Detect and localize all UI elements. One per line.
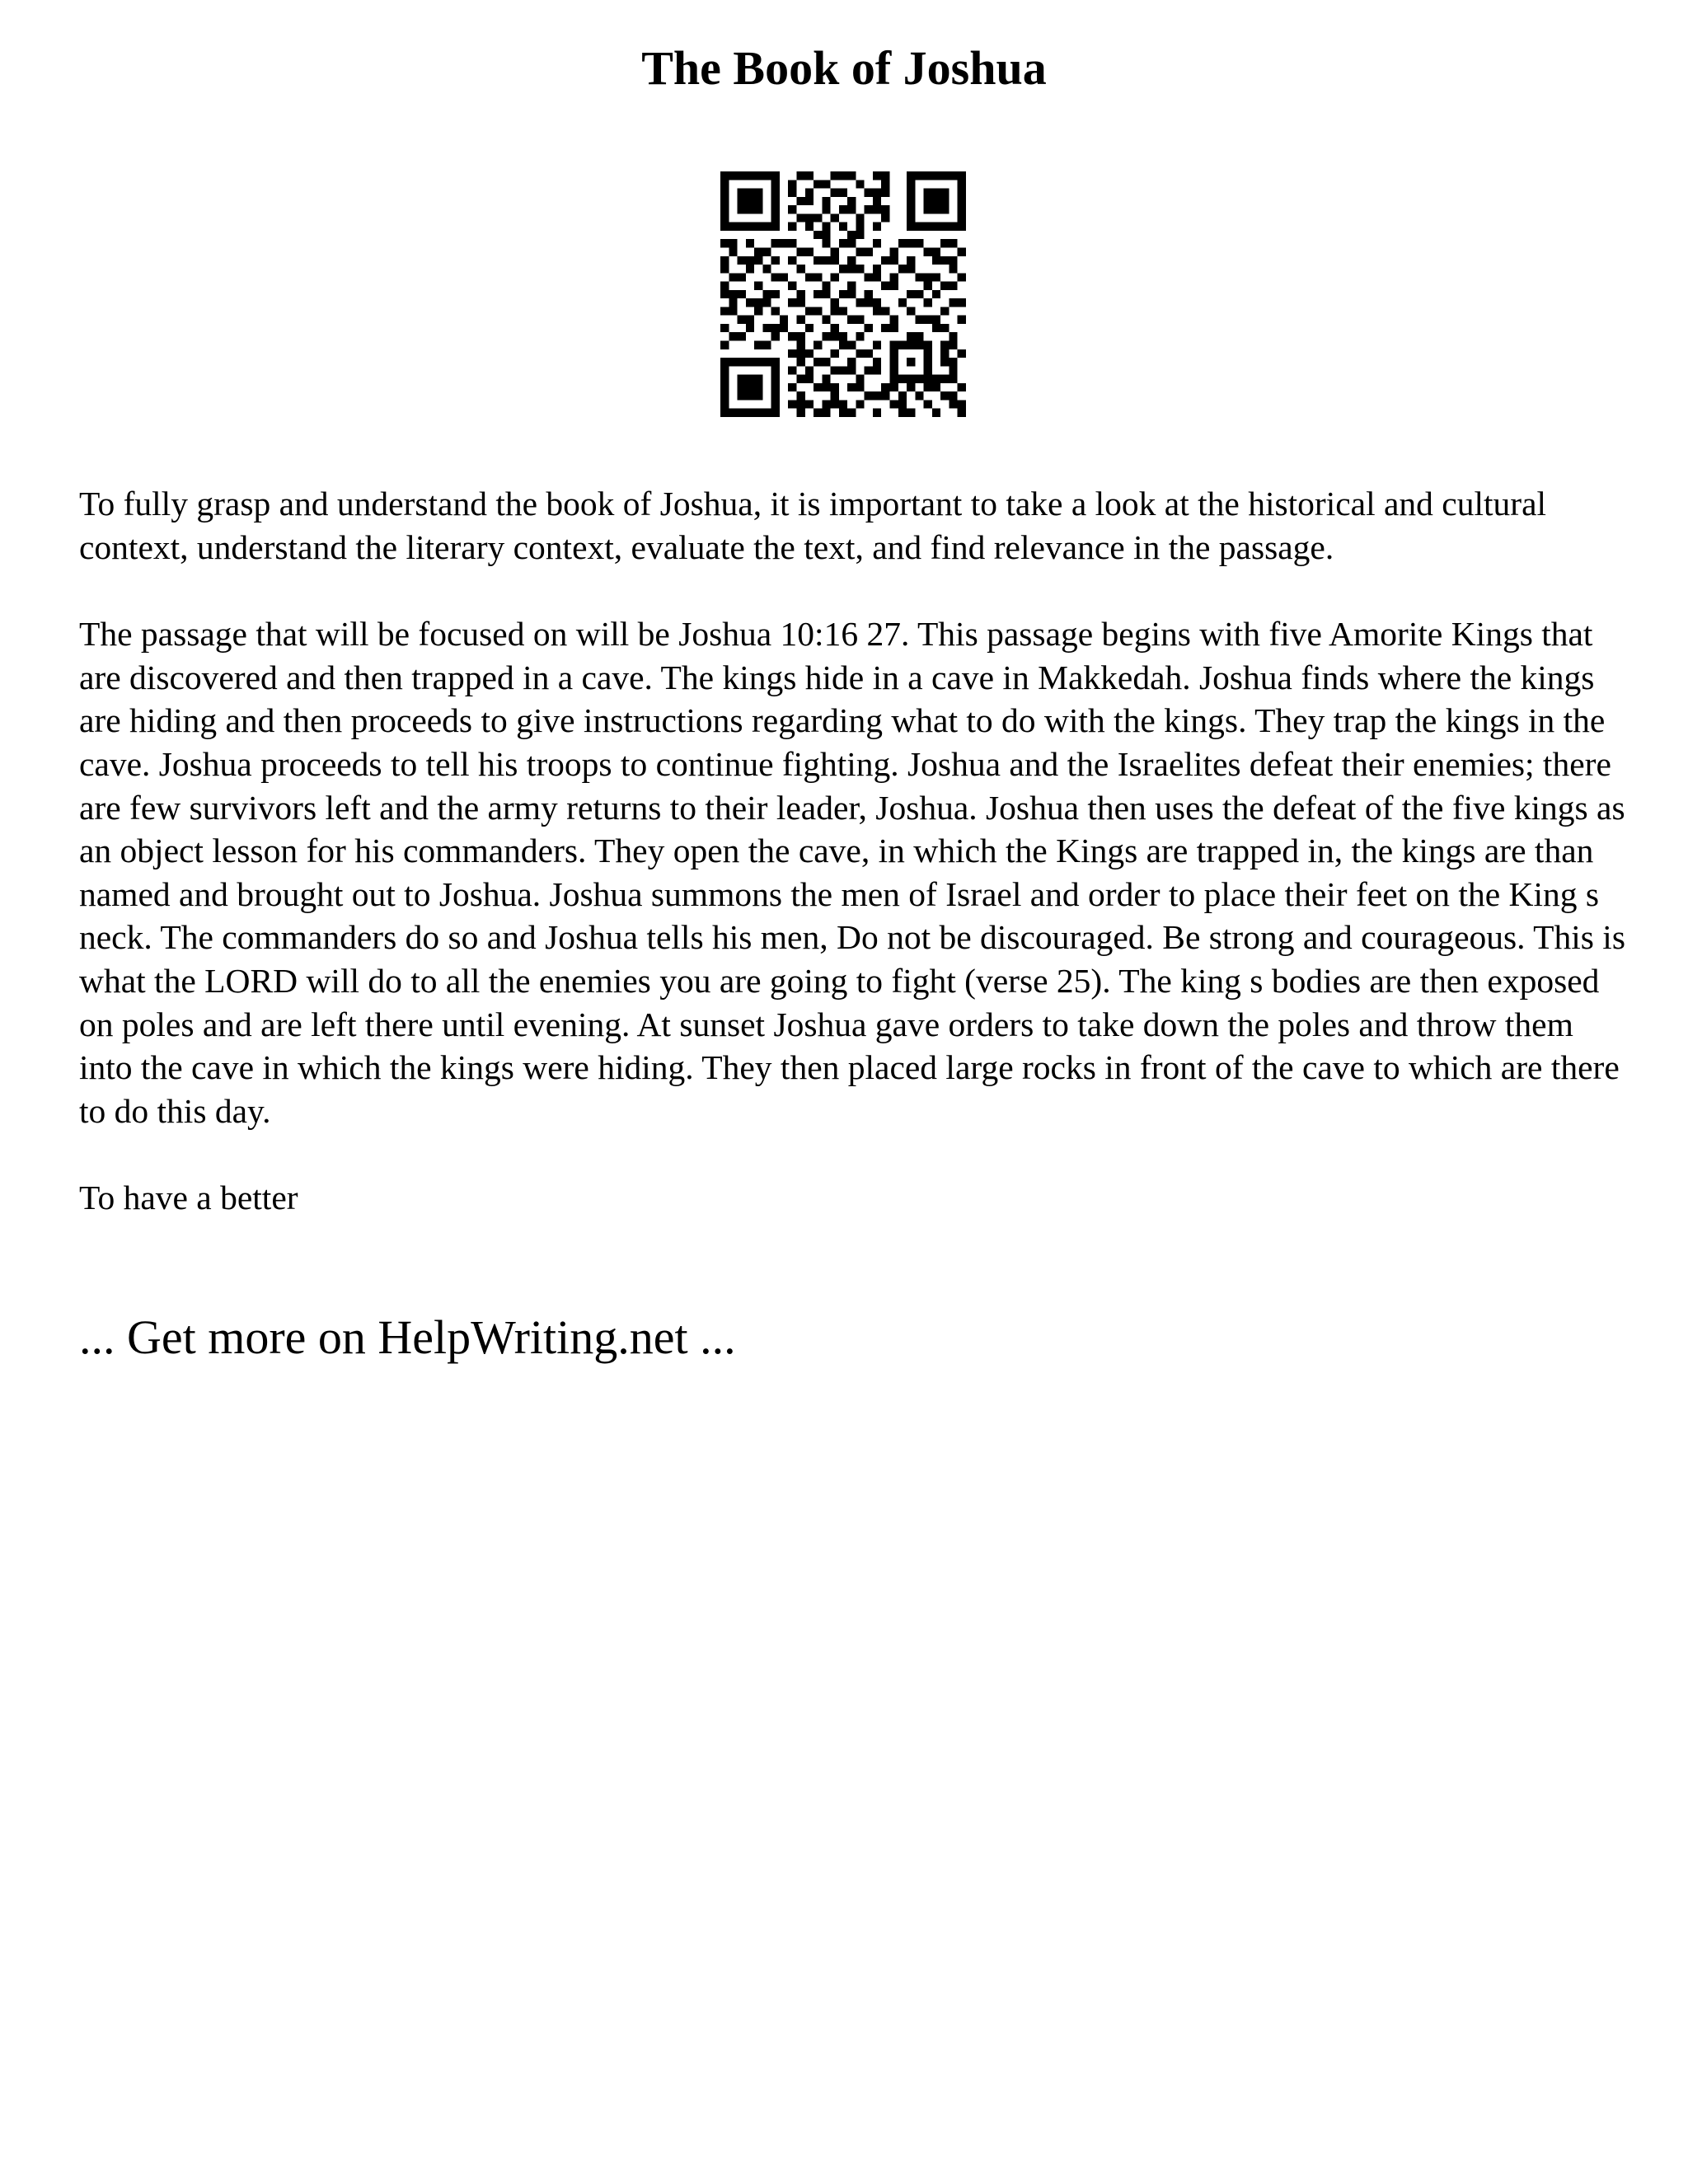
page-title: The Book of Joshua	[641, 41, 1047, 95]
paragraph-truncated: To have a better	[79, 1179, 298, 1217]
document-body	[79, 482, 1629, 1263]
get-more-link[interactable]: ... Get more on HelpWriting.net ...	[79, 1310, 736, 1364]
qr-code-icon	[720, 171, 966, 417]
paragraph-intro: To fully grasp and understand the book of Joshua, it is important to take a look at the historical and cultural context, understand the literary context, evaluate the text, and find relevance in the passage.	[79, 485, 1547, 566]
paragraph-passage-summary: The passage that will be focused on will be Joshua 10:16 27. This passage begins with five Amorite Kings that are discovered and then trapped in a cave. The kings hide in a cave in Makkedah. Joshua finds where the kings are hiding and then proceeds to give instructions regarding what to do with the kings. They trap the kings in the cave. Joshua proceeds to tell his troops to continue fighting. Joshua and the Israelites defeat their enemies; there are few survivors left and the army returns to their leader, Joshua. Joshua then uses the defeat of the five kings as an object lesson for his commanders. They open the cave, in which the Kings are trapped in, the kings are than named and brought out to Joshua. Joshua summons the men of Israel and order to place their feet on the King s neck. The commanders do so and Joshua tells his men, Do not be discouraged. Be strong and courageous. This is what the LORD will do to all the enemies you are going to fight (verse 25). The king s bodies are then exposed on poles and are left there until evening. At sunset Joshua gave orders to take down the poles and throw them into the cave in which the kings were hiding. They then placed large rocks in front of the cave to which are there to do this day.	[79, 615, 1625, 1130]
